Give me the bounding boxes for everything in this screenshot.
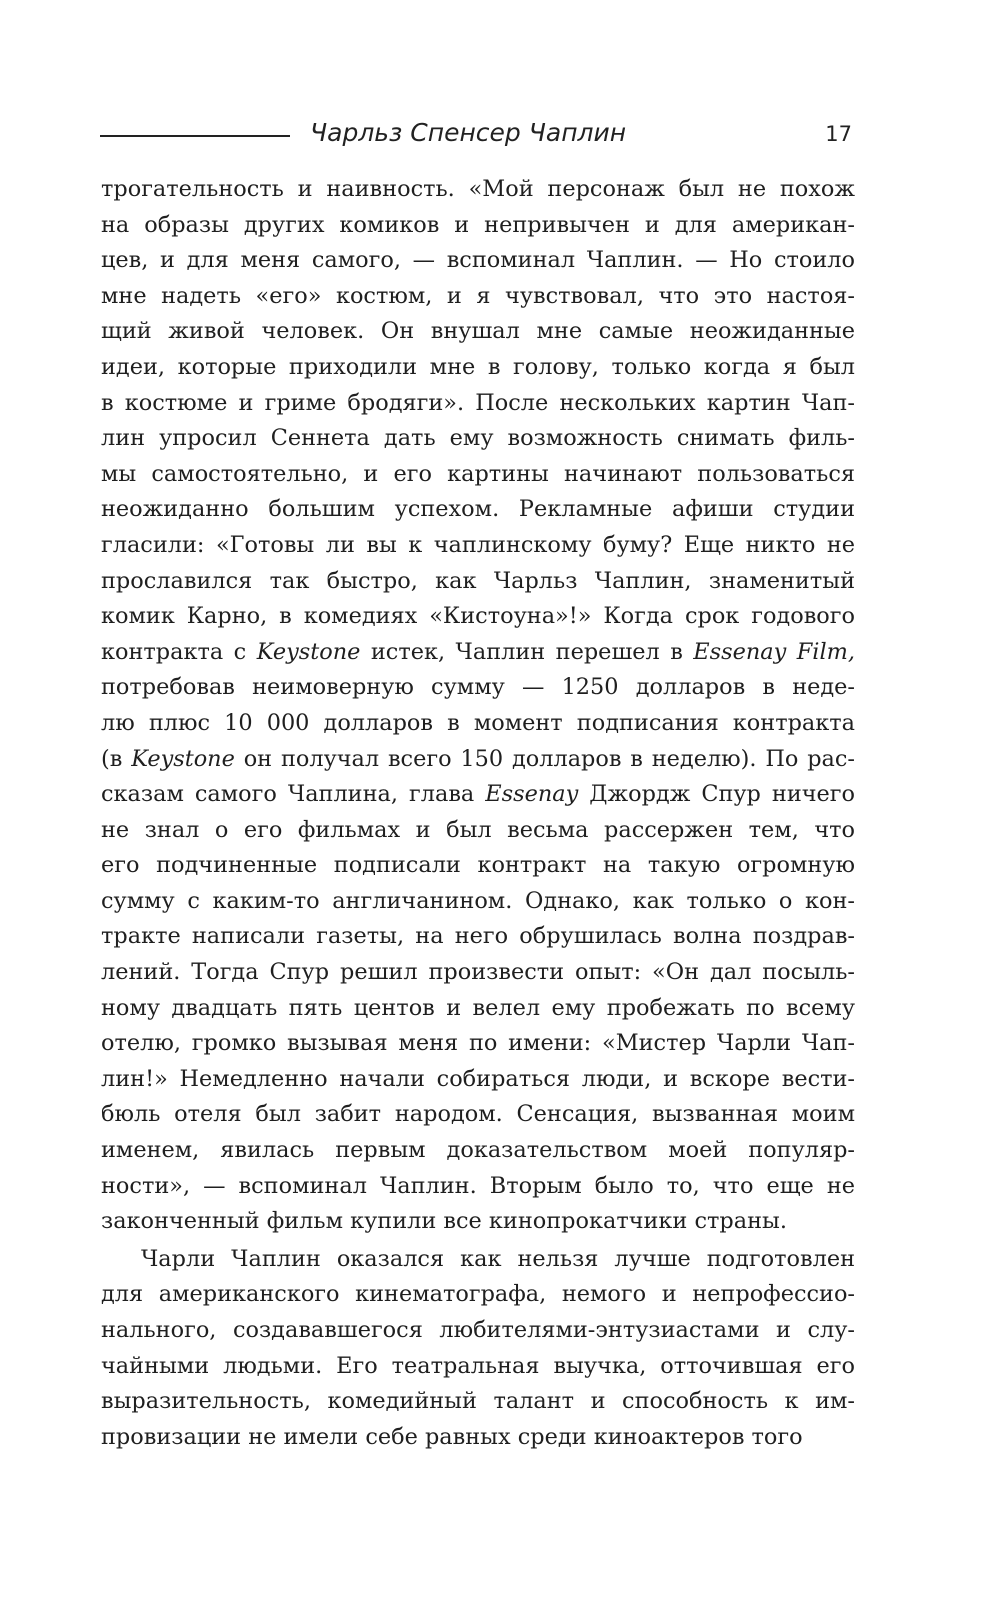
text-run: отелю, громко вызывая меня по имени: «Мистер Чарли Чап- [101, 1030, 855, 1057]
text-line [101, 1349, 855, 1385]
text-line [101, 991, 855, 1027]
text-line [101, 599, 855, 635]
text-line [101, 706, 855, 742]
running-header [100, 118, 852, 158]
text-line [101, 848, 855, 884]
text-line [101, 670, 855, 706]
text-run: его подчиненные подписали контракт на такую огромную [101, 852, 855, 879]
text-run: сумму с каким-то англичанином. Однако, как только о кон- [101, 887, 855, 914]
chapter-title: Чарльз Спенсер Чаплин [310, 118, 627, 147]
text-line [101, 1420, 855, 1456]
text-line [101, 813, 855, 849]
text-run: идеи, которые приходили мне в голову, только когда я был [101, 353, 855, 380]
italic-term: Keystone [131, 745, 235, 772]
text-run: лений. Тогда Спур решил произвести опыт: «Он дал посыль- [101, 959, 855, 986]
body-text [101, 172, 855, 1455]
text-line [101, 955, 855, 991]
text-run: законченный фильм купили все кинопрокатчики страны. [101, 1208, 787, 1235]
text-run: прославился так быстро, как Чарльз Чаплин, знаменитый [101, 567, 855, 594]
text-line [101, 457, 855, 493]
text-run: (в [101, 745, 132, 772]
text-run: бюль отеля был забит народом. Сенсация, вызванная моим [101, 1101, 855, 1128]
text-run: в костюме и гриме бродяги». После нескольких картин Чап- [101, 389, 855, 416]
text-run: мне надеть «его» костюм, и я чувствовал, что это настоя- [101, 282, 855, 309]
text-line [101, 742, 855, 778]
italic-term: Essenay Film, [693, 638, 855, 665]
text-line [101, 1384, 855, 1420]
text-run: лин упросил Сеннета дать ему возможность снимать филь- [101, 425, 855, 452]
text-line [101, 492, 855, 528]
text-run: цев, и для меня самого, — вспоминал Чаплин. — Но стоило [101, 247, 855, 274]
text-line [101, 350, 855, 386]
text-run: для американского кинематографа, немого и непрофессио- [101, 1281, 855, 1308]
text-run: Чарли Чаплин оказался как нельзя лучше подготовлен [141, 1245, 855, 1272]
text-run: ному двадцать пять центов и велел ему пробежать по всему [101, 994, 855, 1021]
text-line [101, 279, 855, 315]
text-line [101, 1026, 855, 1062]
text-line [101, 386, 855, 422]
text-line [101, 1242, 855, 1278]
text-line [101, 564, 855, 600]
text-line [101, 1313, 855, 1349]
text-line [101, 1062, 855, 1098]
text-line [101, 314, 855, 350]
text-run: истек, Чаплин перешел в [360, 638, 694, 665]
text-run: на образы других комиков и непривычен и для американ- [101, 211, 855, 238]
text-run: чайными людьми. Его театральная выучка, отточившая его [101, 1352, 855, 1379]
text-line [101, 208, 855, 244]
text-line [101, 635, 855, 671]
text-run: провизации не имели себе равных среди киноактеров того [101, 1423, 803, 1450]
text-run: тракте написали газеты, на него обрушилась волна поздрав- [101, 923, 855, 950]
text-line [101, 777, 855, 813]
text-run: выразительность, комедийный талант и способность к им- [101, 1388, 855, 1415]
text-line [101, 1097, 855, 1133]
text-run: комик Карно, в комедиях «Кистоуна»!» Когда срок годового [101, 603, 855, 630]
header-rule [100, 135, 290, 137]
italic-term: Essenay [485, 781, 579, 808]
text-run: неожиданно большим успехом. Рекламные афиши студии [101, 496, 855, 523]
text-line [101, 243, 855, 279]
text-run: ности», — вспоминал Чаплин. Вторым было то, что еще не [101, 1172, 855, 1199]
text-run: лин!» Немедленно начали собираться люди, и вскоре вести- [101, 1065, 855, 1092]
text-run: именем, явилась первым доказательством моей популяр- [101, 1137, 855, 1164]
page-number: 17 [825, 122, 852, 146]
text-run: Джордж Спур ничего [578, 781, 856, 808]
text-line [101, 172, 855, 208]
text-line [101, 528, 855, 564]
text-run: сказам самого Чаплина, глава [101, 781, 486, 808]
text-run: щий живой человек. Он внушал мне самые неожиданные [101, 318, 855, 345]
text-run: не знал о его фильмах и был весьма рассержен тем, что [101, 816, 855, 843]
text-run: нального, создававшегося любителями-энтузиастами и слу- [101, 1317, 855, 1343]
text-line [101, 919, 855, 955]
text-run: трогательность и наивность. «Мой персонаж был не похож [101, 176, 855, 202]
text-line [101, 1277, 855, 1313]
text-run: потребовав неимоверную сумму — 1250 долларов в неде- [101, 674, 855, 701]
text-run: контракта с [101, 638, 257, 665]
text-line [101, 884, 855, 920]
text-run: гласили: «Готовы ли вы к чаплинскому буму? Еще никто не [101, 531, 855, 558]
text-line [101, 421, 855, 457]
text-line [101, 1204, 855, 1240]
text-run: он получал всего 150 долларов в неделю). По рас- [234, 745, 855, 772]
text-run: мы самостоятельно, и его картины начинают пользоваться [101, 460, 855, 487]
text-run: лю плюс 10 000 долларов в момент подписания контракта [101, 709, 855, 736]
text-line [101, 1169, 855, 1205]
italic-term: Keystone [256, 638, 361, 665]
text-line [101, 1133, 855, 1169]
